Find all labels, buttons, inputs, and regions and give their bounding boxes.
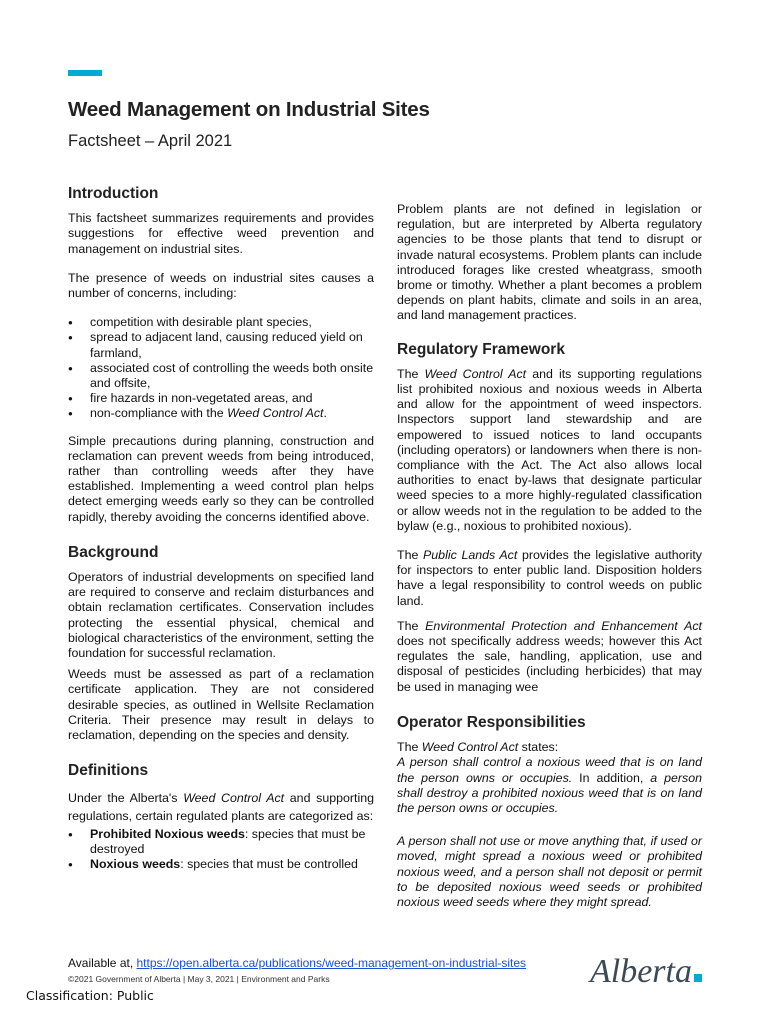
footer-copyright: ©2021 Government of Alberta | May 3, 2021 | Environment and Parks	[68, 974, 330, 984]
list-item: ● fire hazards in non-vegetated areas, and	[68, 391, 374, 406]
publication-link[interactable]: https://open.alberta.ca/publications/weed-management-on-industrial-sites	[136, 956, 527, 970]
text: and its supporting regulations list prohibited noxious and noxious weeds in Alberta and allow for the appointment of weed inspectors. Inspectors support land stewardship and are empowered to issued notices to land occupants (including operators) or landowners when there is non-compliance with the Act. The Act also allows local authorities to enact by-laws that designate particular weed species to a more highly-regulated classification or allow weeds not in the regulation to be added to the bylaw (e.g., noxious to prohibited noxious).	[397, 366, 702, 533]
operator-quote-1	[397, 755, 702, 816]
background-paragraph-1: Operators of industrial developments on specified land are required to conserve and reclaim disturbances and obtain reclamation certificates. Conservation includes protecting the essential physical, chemical and biological characteristics of the environment, setting the foundation for successful reclamation.	[68, 570, 374, 661]
act-name: Public Lands Act	[423, 548, 518, 563]
act-name: Environmental Protection and Enhancement Act	[425, 618, 702, 633]
background-paragraph-2: Weeds must be assessed as part of a reclamation certificate application. They are not considered desirable species, as outlined in Wellsite Reclamation Criteria. Their presence may result in delays to reclamation, depending on the species and density.	[68, 667, 374, 743]
list-item	[68, 857, 374, 872]
text: does not specifically address weeds; however this Act regulates the sale, handling, application, use and disposal of pesticides (including herbicides) that may be used in managing wee	[397, 634, 702, 694]
definitions-heading: Definitions	[68, 762, 149, 780]
text: Under the Alberta's	[68, 790, 184, 805]
text: .	[323, 406, 327, 421]
intro-paragraph-1: This factsheet summarizes requirements and provides suggestions for effective weed prevention and management on industrial sites.	[68, 211, 374, 256]
alberta-logo	[588, 948, 704, 992]
definition-desc: : species that must be destroyed	[90, 826, 366, 856]
background-section	[68, 545, 374, 743]
text: The	[397, 740, 422, 755]
regulatory-paragraph-2	[397, 548, 702, 609]
list-item	[68, 827, 374, 857]
classification-label: Classification: Public	[26, 988, 154, 1003]
introduction-heading: Introduction	[68, 185, 159, 202]
definition-desc: : species that must be controlled	[180, 856, 358, 871]
regulatory-section	[397, 342, 702, 695]
list-item	[68, 406, 374, 421]
operator-quote-2: A person shall not use or move anything that, if used or moved, might spread a noxious weed or prohibited noxious weed, and a person shall not deposit or permit to be deposited noxious weed seeds or prohibited noxious weed seeds where they might spread.	[397, 834, 702, 909]
definitions-paragraph	[68, 789, 374, 825]
definitions-section	[68, 763, 374, 872]
logo-square	[694, 974, 702, 982]
text: In addition,	[572, 770, 651, 785]
act-name: Weed Control Act	[421, 740, 519, 755]
act-name: Weed Control Act	[424, 366, 527, 381]
regulatory-paragraph-1	[397, 367, 702, 534]
text: The	[397, 548, 424, 563]
operator-heading: Operator Responsibilities	[397, 713, 586, 731]
intro-paragraph-3: Simple precautions during planning, construction and reclamation can prevent weeds from being introduced, rather than controlling weeds after they have established. Implementing a weed control plan helps detect emerging weeds early so they can be controlled rapidly, thereby avoiding the concerns identified above.	[68, 433, 374, 524]
intro-paragraph-2: The presence of weeds on industrial sites causes a number of concerns, including:	[68, 270, 374, 301]
concerns-list	[68, 315, 374, 421]
definitions-list	[68, 827, 374, 873]
operator-intro	[397, 740, 702, 755]
list-item: ● associated cost of controlling the weeds both onsite and offsite,	[68, 361, 374, 391]
list-item: ● competition with desirable plant species,	[68, 315, 374, 330]
act-name: Weed Control Act	[227, 406, 324, 421]
text: The	[397, 366, 425, 381]
introduction-section	[68, 186, 374, 525]
right-column	[397, 202, 702, 924]
accent-bar	[68, 70, 102, 76]
problem-plants-paragraph: Problem plants are not defined in legislation or regulation, but are interpreted by Alberta regulatory agencies to be those plants that tend to disrupt or invade natural ecosystems. Problem plants can include introduced forages like crested wheatgrass, smooth brome or timothy. Whether a plant becomes a problem depends on plant habits, climate and soils in an area, and land management practices.	[397, 202, 702, 323]
available-label: Available at,	[68, 956, 137, 970]
operator-section	[397, 715, 702, 910]
text: The	[397, 618, 426, 633]
footer-available	[68, 956, 526, 970]
regulatory-heading: Regulatory Framework	[397, 340, 565, 358]
list-item: ● spread to adjacent land, causing reduced yield on farmland,	[68, 330, 374, 360]
text: non-compliance with the	[90, 406, 228, 421]
page-title: Weed Management on Industrial Sites	[68, 98, 430, 121]
definition-term: Noxious weeds	[90, 856, 181, 871]
text: and supporting regulations, certain regulated plants are categorized as:	[68, 790, 375, 823]
definition-term: Prohibited Noxious weeds	[90, 826, 245, 841]
quote-text: A person shall control a noxious weed that is on land the person owns or occupies.	[397, 755, 702, 785]
text: provides the legislative authority for inspectors to enter public land. Disposition holders have a legal responsibility to control weeds on public land.	[397, 548, 702, 608]
regulatory-paragraph-3	[397, 619, 702, 695]
background-heading: Background	[68, 543, 159, 561]
logo-wordmark: Alberta	[590, 953, 692, 990]
text: states:	[518, 740, 559, 755]
left-column	[68, 186, 374, 884]
act-name: Weed Control Act	[183, 790, 285, 805]
quote-text: a person shall destroy a prohibited noxious weed that is on land the person owns or occupies.	[397, 770, 702, 815]
page-subtitle: Factsheet – April 2021	[68, 132, 233, 150]
